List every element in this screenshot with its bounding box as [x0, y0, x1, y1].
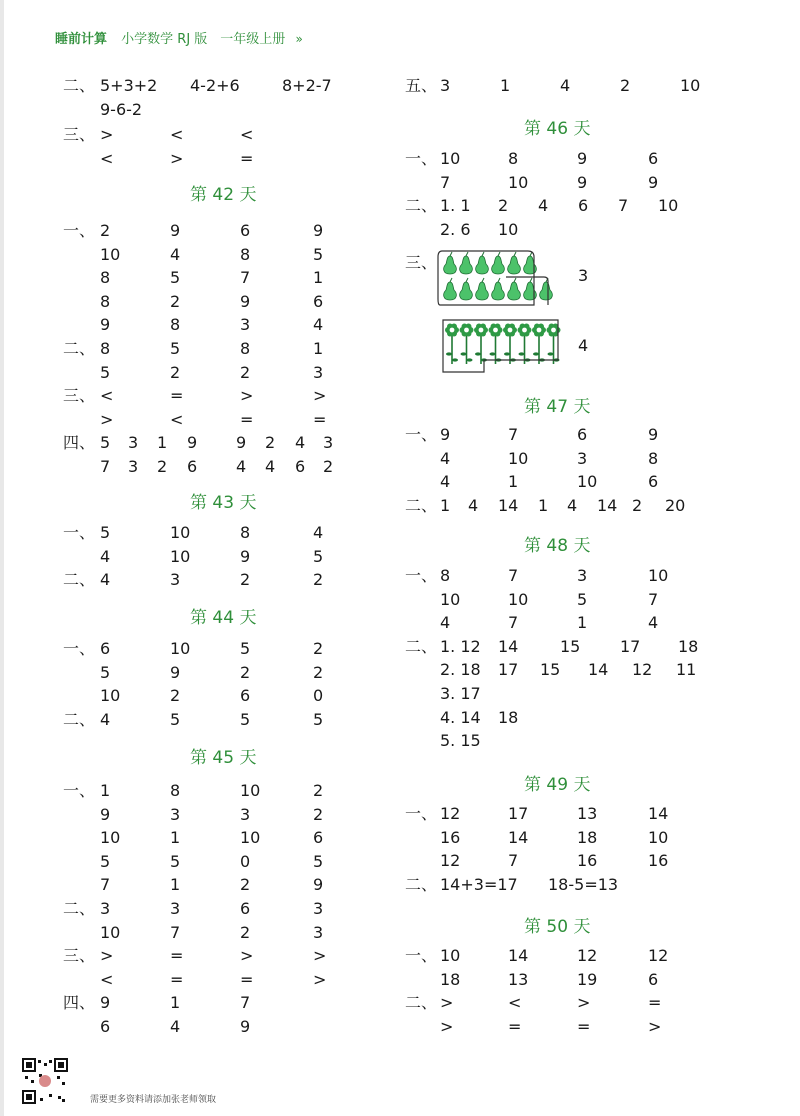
answer-value: 3 [240, 804, 251, 824]
answer-value: 12 [440, 851, 461, 871]
answer-value: 1 [508, 472, 519, 492]
question-label: 三、 [63, 125, 96, 144]
answer-value: 10 [648, 566, 669, 585]
question-label: 二、 [63, 339, 96, 358]
answer-value: 0 [240, 851, 251, 871]
answer-value: 7 [508, 613, 519, 633]
answer-value: 7 [240, 268, 251, 288]
answer-value: < [100, 149, 114, 168]
answer-value: 2 [170, 291, 181, 311]
answer-value: 2 [240, 570, 251, 590]
answer-value: > [170, 149, 184, 168]
answer-value: > [440, 1016, 454, 1036]
answer-value: 4 [440, 613, 451, 633]
answer-value: 9 [313, 221, 324, 240]
pear-icon [444, 256, 457, 274]
answer-value: = [648, 993, 662, 1013]
answer-value: 2 [100, 221, 111, 240]
pear-icon [508, 282, 521, 300]
answer-value: 6 [313, 291, 324, 311]
answer-value: = [313, 409, 327, 429]
flower-count: 4 [578, 336, 589, 355]
page-edge [0, 0, 4, 1116]
answer-value: 0 [313, 686, 324, 706]
answer-value: 4 [100, 546, 111, 566]
answer-value: 10 [240, 828, 261, 848]
answer-value: 5 [240, 709, 251, 729]
pear-icon [460, 282, 473, 300]
chevron-icon: » [295, 32, 303, 46]
answer-value: 1 [538, 495, 549, 515]
answer-value: 8 [240, 523, 251, 542]
answer-value: 3 [100, 899, 111, 918]
answer-value: 14 [498, 495, 519, 515]
question-label: 二、 [63, 709, 96, 729]
answer-value: 2 [265, 433, 276, 453]
answer-value: 3 [440, 76, 451, 95]
answer-value: > [313, 946, 327, 966]
answer-value: 3 [577, 448, 588, 468]
answer-value: 2 [632, 495, 643, 515]
answer-value: = [170, 969, 184, 989]
answer-value: < [170, 409, 184, 429]
question-label: 一、 [63, 523, 96, 542]
answer-value: = [508, 1016, 522, 1036]
question-label: 一、 [405, 566, 438, 585]
answer-value: 4 [236, 457, 247, 476]
answer-value: 1 [170, 875, 181, 895]
answer-value: 4 [560, 76, 571, 95]
answer-value: 6 [240, 221, 251, 240]
answer-value: 7 [508, 851, 519, 871]
answer-value: 14 [498, 636, 519, 656]
answer-value: 7 [240, 993, 251, 1013]
answer-value: 5. 15 [440, 731, 481, 751]
answer-value: 2. 6 [440, 219, 471, 239]
answer-value: 6 [100, 1017, 111, 1036]
answer-value: 4 [468, 495, 479, 515]
answer-value: 5 [170, 851, 181, 871]
answer-value: 9 [577, 172, 588, 192]
answer-value: 2 [240, 662, 251, 682]
pear-icon [508, 256, 521, 274]
answer-value: 15 [560, 636, 581, 656]
question-label: 一、 [405, 946, 438, 965]
answer-value: 2 [620, 76, 631, 95]
answer-value: 5 [170, 709, 181, 729]
answer-value: 12 [440, 804, 461, 823]
day-heading: 第 50 天 [524, 917, 591, 937]
day-heading: 第 44 天 [190, 608, 257, 628]
answer-value: 8 [440, 566, 451, 585]
day-heading: 第 45 天 [190, 748, 257, 768]
answer-value: 4 [440, 472, 451, 492]
answer-value: 5 [313, 244, 324, 264]
answer-value: 5 [313, 851, 324, 871]
question-label: 二、 [405, 636, 438, 656]
answer-value: 3 [313, 899, 324, 918]
book-subtitle: 小学数学 RJ 版 一年级上册 [121, 32, 286, 47]
answer-value: < [508, 993, 522, 1013]
answer-value: 18 [498, 707, 519, 727]
answer-value: 8 [100, 268, 111, 288]
answer-value: 10 [170, 546, 191, 566]
answer-value: 5 [313, 546, 324, 566]
answer-value: < [100, 386, 114, 406]
answer-value: 8 [508, 149, 519, 168]
answer-value: 9 [170, 221, 181, 240]
answer-value: 10 [508, 448, 529, 468]
answer-value: 3 [128, 457, 139, 476]
answer-value: > [313, 969, 327, 989]
answer-value: 5 [100, 433, 111, 453]
answer-value: 3 [323, 433, 334, 453]
question-label: 一、 [405, 804, 438, 823]
answer-value: 5 [313, 709, 324, 729]
question-label: 一、 [405, 425, 438, 444]
answer-value: 3 [170, 570, 181, 590]
day-heading: 第 49 天 [524, 775, 591, 795]
answer-value: 7 [508, 566, 519, 585]
pear-icon [444, 282, 457, 300]
answer-value: 14 [508, 946, 529, 965]
answer-value: 2 [170, 686, 181, 706]
answer-value: 14 [597, 495, 618, 515]
answer-value: 10 [170, 523, 191, 542]
answer-value: = [240, 969, 254, 989]
answer-value: 4 [313, 315, 324, 335]
question-label: 三、 [405, 253, 438, 272]
answer-value: 6 [578, 196, 589, 216]
answer-value: 9 [100, 993, 111, 1013]
answer-value: 2 [498, 196, 509, 216]
flower-icon [460, 324, 474, 364]
answer-value: 2 [313, 662, 324, 682]
pear-grouping-picture [436, 247, 581, 309]
answer-value: 4 [295, 433, 306, 453]
answer-value: 7 [440, 172, 451, 192]
answer-value: 10 [508, 589, 529, 609]
answer-value: 1 [313, 268, 324, 288]
answer-value: 7 [648, 589, 659, 609]
answer-value: 4 [265, 457, 276, 476]
answer-value: > [240, 386, 254, 406]
answer-value: > [100, 125, 114, 144]
answer-value: 10 [648, 827, 669, 847]
answer-value: = [240, 149, 254, 168]
answer-value: 8 [240, 339, 251, 358]
footer-note: 需要更多资料请添加张老师领取 [90, 1095, 217, 1105]
answer-value: 2 [157, 457, 168, 476]
answer-value: 9 [313, 875, 324, 895]
flower-grouping-picture [440, 318, 562, 374]
answer-value: 6 [577, 425, 588, 444]
answer-value: 9 [240, 546, 251, 566]
answer-value: 4 [170, 1017, 181, 1036]
answer-value: 4 [648, 613, 659, 633]
answer-value: 9 [440, 425, 451, 444]
answer-value: 2. 18 [440, 660, 481, 680]
answer-value: 7 [170, 922, 181, 942]
answer-value: 7 [508, 425, 519, 444]
pear-icon [476, 282, 489, 300]
answer-value: 4 [538, 196, 549, 216]
answer-value: 4 [313, 523, 324, 542]
question-label: 二、 [405, 993, 438, 1013]
answer-value: 1 [313, 339, 324, 358]
answer-value: 8 [240, 244, 251, 264]
answer-value: 8 [648, 448, 659, 468]
answer-value: 10 [508, 172, 529, 192]
answer-value: 10 [100, 922, 121, 942]
answer-value: 3 [313, 922, 324, 942]
flower-icon [445, 324, 459, 364]
answer-value: 17 [508, 804, 529, 823]
answer-value: 3 [313, 362, 324, 382]
answer-value: = [170, 946, 184, 966]
pear-icon [540, 282, 553, 300]
flower-icon [489, 324, 503, 364]
qr-code-icon [22, 1058, 68, 1104]
answer-value: 10 [440, 946, 461, 965]
answer-value: 8+2-7 [282, 76, 332, 95]
answer-value: 3 [577, 566, 588, 585]
answer-value: 10 [100, 244, 121, 264]
answer-value: = [240, 409, 254, 429]
answer-value: 17 [620, 636, 641, 656]
answer-value: 12 [632, 660, 653, 680]
answer-value: 4 [440, 448, 451, 468]
answer-value: 5 [170, 268, 181, 288]
answer-value: 9-6-2 [100, 100, 143, 119]
answer-value: 2 [313, 570, 324, 590]
answer-value: > [440, 993, 454, 1013]
answer-value: 2 [170, 362, 181, 382]
answer-value: 14 [648, 804, 669, 823]
answer-value: 6 [313, 828, 324, 848]
question-label: 一、 [63, 781, 96, 800]
answer-value: 4 [100, 709, 111, 729]
answer-value: 5 [100, 662, 111, 682]
answer-value: 9 [648, 425, 659, 444]
answer-value: 3 [170, 804, 181, 824]
answer-value: 2 [240, 875, 251, 895]
answer-value: 18 [440, 969, 461, 989]
answer-value: 9 [240, 291, 251, 311]
answer-value: 9 [577, 149, 588, 168]
answer-value: = [577, 1016, 591, 1036]
day-heading: 第 47 天 [524, 397, 591, 417]
answer-value: 2 [240, 922, 251, 942]
page-header [55, 28, 303, 47]
answer-value: 3 [170, 899, 181, 918]
question-label: 一、 [63, 221, 96, 240]
answer-value: 8 [100, 291, 111, 311]
answer-value: 10 [680, 76, 701, 95]
answer-value: 8 [170, 315, 181, 335]
answer-value: 16 [440, 827, 461, 847]
answer-value: 9 [170, 662, 181, 682]
answer-value: 6 [240, 686, 251, 706]
answer-value: 6 [648, 969, 659, 989]
day-heading: 第 46 天 [524, 119, 591, 139]
answer-value: > [100, 409, 114, 429]
answer-value: 14 [588, 660, 609, 680]
answer-value: 10 [100, 686, 121, 706]
answer-value: 17 [498, 660, 519, 680]
question-label: 二、 [405, 196, 438, 216]
answer-value: 3 [240, 315, 251, 335]
answer-value: 14+3=17 [440, 874, 518, 894]
answer-value: 5 [240, 639, 251, 658]
answer-value: > [577, 993, 591, 1013]
answer-value: 6 [648, 149, 659, 168]
answer-value: > [648, 1016, 662, 1036]
answer-value: 4-2+6 [190, 76, 240, 95]
answer-value: 5+3+2 [100, 76, 158, 95]
answer-value: 6 [240, 899, 251, 918]
answer-value: 18 [577, 827, 598, 847]
answer-value: 8 [170, 781, 181, 800]
answer-value: 9 [240, 1017, 251, 1036]
answer-value: 1 [157, 433, 168, 453]
answer-value: 4 [100, 570, 111, 590]
answer-value: 16 [648, 851, 669, 871]
answer-value: 1 [500, 76, 511, 95]
answer-value: 15 [540, 660, 561, 680]
day-heading: 第 43 天 [190, 493, 257, 513]
answer-value: 7 [618, 196, 629, 216]
answer-value: 14 [508, 827, 529, 847]
answer-value: 1 [100, 781, 111, 800]
answer-value: 13 [577, 804, 598, 823]
answer-value: 6 [187, 457, 198, 476]
answer-value: 3. 17 [440, 684, 481, 703]
answer-value: 10 [658, 196, 679, 216]
answer-value: 20 [665, 495, 686, 515]
answer-value: 10 [100, 828, 121, 848]
answer-value: 18-5=13 [548, 874, 619, 894]
answer-value: 6 [295, 457, 306, 476]
answer-value: 10 [440, 589, 461, 609]
answer-value: 2 [313, 804, 324, 824]
flower-icon [503, 324, 517, 364]
answer-value: 16 [577, 851, 598, 871]
question-label: 四、 [63, 433, 96, 453]
answer-value: 1 [170, 828, 181, 848]
pear-count: 3 [578, 266, 589, 285]
answer-value: 10 [498, 219, 519, 239]
flower-icon [474, 324, 488, 364]
answer-value: 3 [128, 433, 139, 453]
answer-value: 1 [440, 495, 451, 515]
question-label: 二、 [405, 874, 438, 894]
answer-value: 10 [170, 639, 191, 658]
question-label: 二、 [63, 899, 96, 918]
question-label: 三、 [63, 386, 96, 406]
question-label: 二、 [63, 570, 96, 590]
answer-value: 4 [170, 244, 181, 264]
answer-value: > [313, 386, 327, 406]
answer-value: 1. 1 [440, 196, 471, 216]
answer-value: 4 [567, 495, 578, 515]
question-label: 二、 [63, 76, 96, 95]
answer-value: > [100, 946, 114, 966]
answer-value: 5 [577, 589, 588, 609]
answer-value: 5 [170, 339, 181, 358]
answer-value: 10 [440, 149, 461, 168]
flower-icon [532, 324, 546, 364]
pear-icon [476, 256, 489, 274]
flower-icon [518, 324, 532, 364]
answer-value: 2 [313, 639, 324, 658]
pear-icon [492, 256, 505, 274]
answer-value: 9 [187, 433, 198, 453]
answer-value: 12 [648, 946, 669, 965]
question-label: 四、 [63, 993, 96, 1013]
question-label: 五、 [405, 76, 438, 95]
answer-value: 2 [313, 781, 324, 800]
day-heading: 第 48 天 [524, 536, 591, 556]
answer-value: 18 [678, 636, 699, 656]
answer-value: 10 [240, 781, 261, 800]
answer-value: 2 [323, 457, 334, 476]
question-label: 一、 [405, 149, 438, 168]
answer-value: 6 [648, 472, 659, 492]
answer-value: 9 [236, 433, 247, 453]
pear-icon [492, 282, 505, 300]
answer-value: 1 [577, 613, 588, 633]
answer-value: = [170, 386, 184, 406]
answer-value: > [240, 946, 254, 966]
answer-value: 9 [100, 804, 111, 824]
answer-value: 9 [100, 315, 111, 335]
answer-value: 1 [170, 993, 181, 1013]
answer-value: 2 [240, 362, 251, 382]
answer-value: 4. 14 [440, 707, 481, 727]
question-label: 一、 [63, 639, 96, 658]
pear-icon [460, 256, 473, 274]
question-label: 三、 [63, 946, 96, 966]
answer-value: 5 [100, 851, 111, 871]
answer-value: 19 [577, 969, 598, 989]
answer-value: < [170, 125, 184, 144]
answer-value: 12 [577, 946, 598, 965]
answer-value: 9 [648, 172, 659, 192]
answer-value: 10 [577, 472, 598, 492]
answer-value: 11 [676, 660, 697, 680]
answer-value: 13 [508, 969, 529, 989]
answer-value: < [100, 969, 114, 989]
answer-value: 7 [100, 457, 111, 476]
answer-value: 1. 12 [440, 636, 481, 656]
answer-value: 6 [100, 639, 111, 658]
book-brand: 睡前计算 [55, 32, 108, 47]
answer-value: 8 [100, 339, 111, 358]
answer-value: < [240, 125, 254, 144]
answer-value: 7 [100, 875, 111, 895]
answer-value: 5 [100, 362, 111, 382]
day-heading: 第 42 天 [190, 185, 257, 205]
answer-value: 5 [100, 523, 111, 542]
question-label: 二、 [405, 495, 438, 515]
